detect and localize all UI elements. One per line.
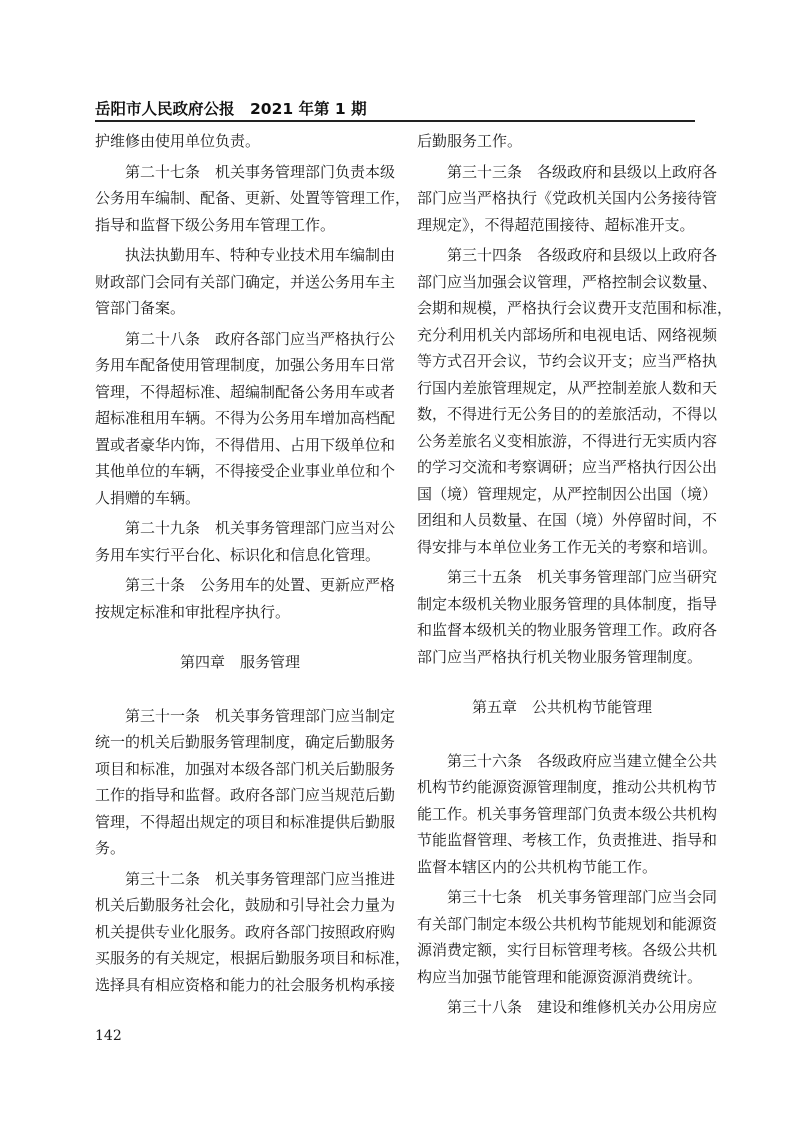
article-paragraph <box>95 572 396 625</box>
text-line: 财政部门会同有关部门确定，并送公务用车主 <box>95 272 396 291</box>
text-line: 第三十条 公务用车的处置、更新应严格 <box>95 576 396 594</box>
article-paragraph <box>95 242 396 322</box>
text-line: 构应当加强节能管理和能源资源消费统计。 <box>417 967 703 986</box>
article-paragraph <box>417 564 718 670</box>
text-line: 第三十五条 机关事务管理部门应当研究 <box>417 568 718 586</box>
text-line: 第二十九条 机关事务管理部门应当对公 <box>95 519 396 537</box>
journal-header: 岳阳市人民政府公报 2021 年第 1 期 <box>95 100 367 118</box>
text-line: 数，不得进行无公务目的的差旅活动，不得以 <box>417 405 718 423</box>
text-line: 会期和规模，严格执行会议费开支范围和标准， <box>417 299 733 317</box>
text-line: 第三十七条 机关事务管理部门应当会同 <box>417 888 718 906</box>
text-line: 部门应当加强会议管理，严格控制会议数量、 <box>417 272 718 291</box>
text-line: 指导和监督下级公务用车管理工作。 <box>95 215 336 234</box>
text-line: 工作的指导和监督。政府各部门应当规范后勤 <box>95 786 396 804</box>
text-line: 国（境）管理规定，从严控制因公出国（境） <box>417 484 718 503</box>
article-paragraph <box>417 884 718 990</box>
text-line: 第三十八条 建设和维修机关办公用房应 <box>417 998 718 1016</box>
text-line: 管部门备案。 <box>95 299 186 317</box>
text-line: 充分利用机关内部场所和电视电话、网络视频 <box>417 325 718 344</box>
article-paragraph <box>95 515 396 568</box>
text-line: 的学习交流和考察调研；应当严格执行因公出 <box>417 458 718 476</box>
text-line: 公务差旅名义变相旅游，不得进行无实质内容 <box>417 431 718 450</box>
text-line: 团组和人员数量、在国（境）外停留时间，不 <box>417 511 718 529</box>
text-line: 超标准租用车辆。不得为公务用车增加高档配 <box>95 409 396 427</box>
article-paragraph <box>95 866 411 999</box>
chapter-heading: 第五章 公共机构节能管理 <box>471 698 652 716</box>
header-rule <box>95 120 695 122</box>
text-line: 等方式召开会议，节约会议开支；应当严格执 <box>417 352 718 370</box>
text-line: 买服务的有关规定，根据后勤服务项目和标准， <box>95 949 411 967</box>
text-line: 第二十七条 机关事务管理部门负责本级 <box>95 162 396 181</box>
article-paragraph <box>417 242 733 560</box>
text-line: 务用车配备使用管理制度，加强公务用车日常 <box>95 356 396 374</box>
text-line: 置或者豪华内饰，不得借用、占用下级单位和 <box>95 435 396 454</box>
text-line: 第三十一条 机关事务管理部门应当制定 <box>95 706 396 725</box>
text-line: 人捐赠的车辆。 <box>95 488 201 507</box>
text-line: 管理，不得超标准、超编制配备公务用车或者 <box>95 382 396 401</box>
text-line: 统一的机关后勤服务管理制度，确定后勤服务 <box>95 733 396 751</box>
text-line: 能工作。机关事务管理部门负责本级公共机构 <box>417 804 718 823</box>
article-paragraph <box>417 994 718 1021</box>
article-paragraph <box>95 128 385 155</box>
article-paragraph <box>417 159 718 239</box>
article-paragraph <box>417 128 707 155</box>
text-line: 制定本级机关物业服务管理的具体制度，指导 <box>417 594 718 613</box>
text-line: 第二十八条 政府各部门应当严格执行公 <box>95 329 396 348</box>
text-line: 按规定标准和审批程序执行。 <box>95 602 291 621</box>
text-line: 有关部门制定本级公共机构节能规划和能源资 <box>417 914 718 933</box>
article-paragraph <box>95 326 396 512</box>
text-line: 机关提供专业化服务。政府各部门按照政府购 <box>95 922 396 941</box>
left-column <box>95 128 411 1002</box>
article-paragraph <box>95 703 396 862</box>
text-line: 第三十四条 各级政府和县级以上政府各 <box>417 246 718 264</box>
right-column <box>417 128 733 1025</box>
text-line: 节能监督管理、考核工作，负责推进、指导和 <box>417 831 718 849</box>
article-paragraph <box>95 159 411 239</box>
text-line: 机关后勤服务社会化，鼓励和引导社会力量为 <box>95 896 396 914</box>
text-line: 第三十二条 机关事务管理部门应当推进 <box>95 869 396 888</box>
text-line: 部门应当严格执行《党政机关国内公务接待管 <box>417 189 718 207</box>
text-line: 选择具有相应资格和能力的社会服务机构承接 <box>95 975 396 994</box>
text-line: 护维修由使用单位负责。 <box>95 132 261 150</box>
text-line: 源消费定额，实行目标管理考核。各级公共机 <box>417 941 718 959</box>
text-line: 务用车实行平台化、标识化和信息化管理。 <box>95 545 381 564</box>
text-line: 其他单位的车辆，不得接受企业事业单位和个 <box>95 462 396 480</box>
chapter-heading: 第四章 服务管理 <box>179 653 300 671</box>
text-line: 公务用车编制、配备、更新、处置等管理工作， <box>95 189 411 207</box>
text-line: 项目和标准，加强对本级各部门机关后勤服务 <box>95 759 396 778</box>
text-line: 监督本辖区内的公共机构节能工作。 <box>417 857 658 876</box>
text-line: 得安排与本单位业务工作无关的考察和培训。 <box>417 537 718 556</box>
text-line: 管理，不得超出规定的项目和标准提供后勤服 <box>95 812 396 831</box>
text-line: 执法执勤用车、特种专业技术用车编制由 <box>95 246 396 264</box>
article-paragraph <box>417 748 718 881</box>
text-line: 第三十三条 各级政府和县级以上政府各 <box>417 162 718 181</box>
text-line: 第三十六条 各级政府应当建立健全公共 <box>417 751 718 770</box>
text-line: 务。 <box>95 839 126 857</box>
text-line: 机构节约能源资源管理制度，推动公共机构节 <box>417 778 718 796</box>
text-line: 后勤服务工作。 <box>417 132 523 150</box>
text-line: 行国内差旅管理规定，从严控制差旅人数和天 <box>417 378 718 397</box>
text-line: 部门应当严格执行机关物业服务管理制度。 <box>417 647 703 666</box>
text-line: 理规定》，不得超范围接待、超标准开支。 <box>417 215 695 234</box>
text-line: 和监督本级机关的物业服务管理工作。政府各 <box>417 621 718 639</box>
page-number: 142 <box>95 1028 122 1044</box>
